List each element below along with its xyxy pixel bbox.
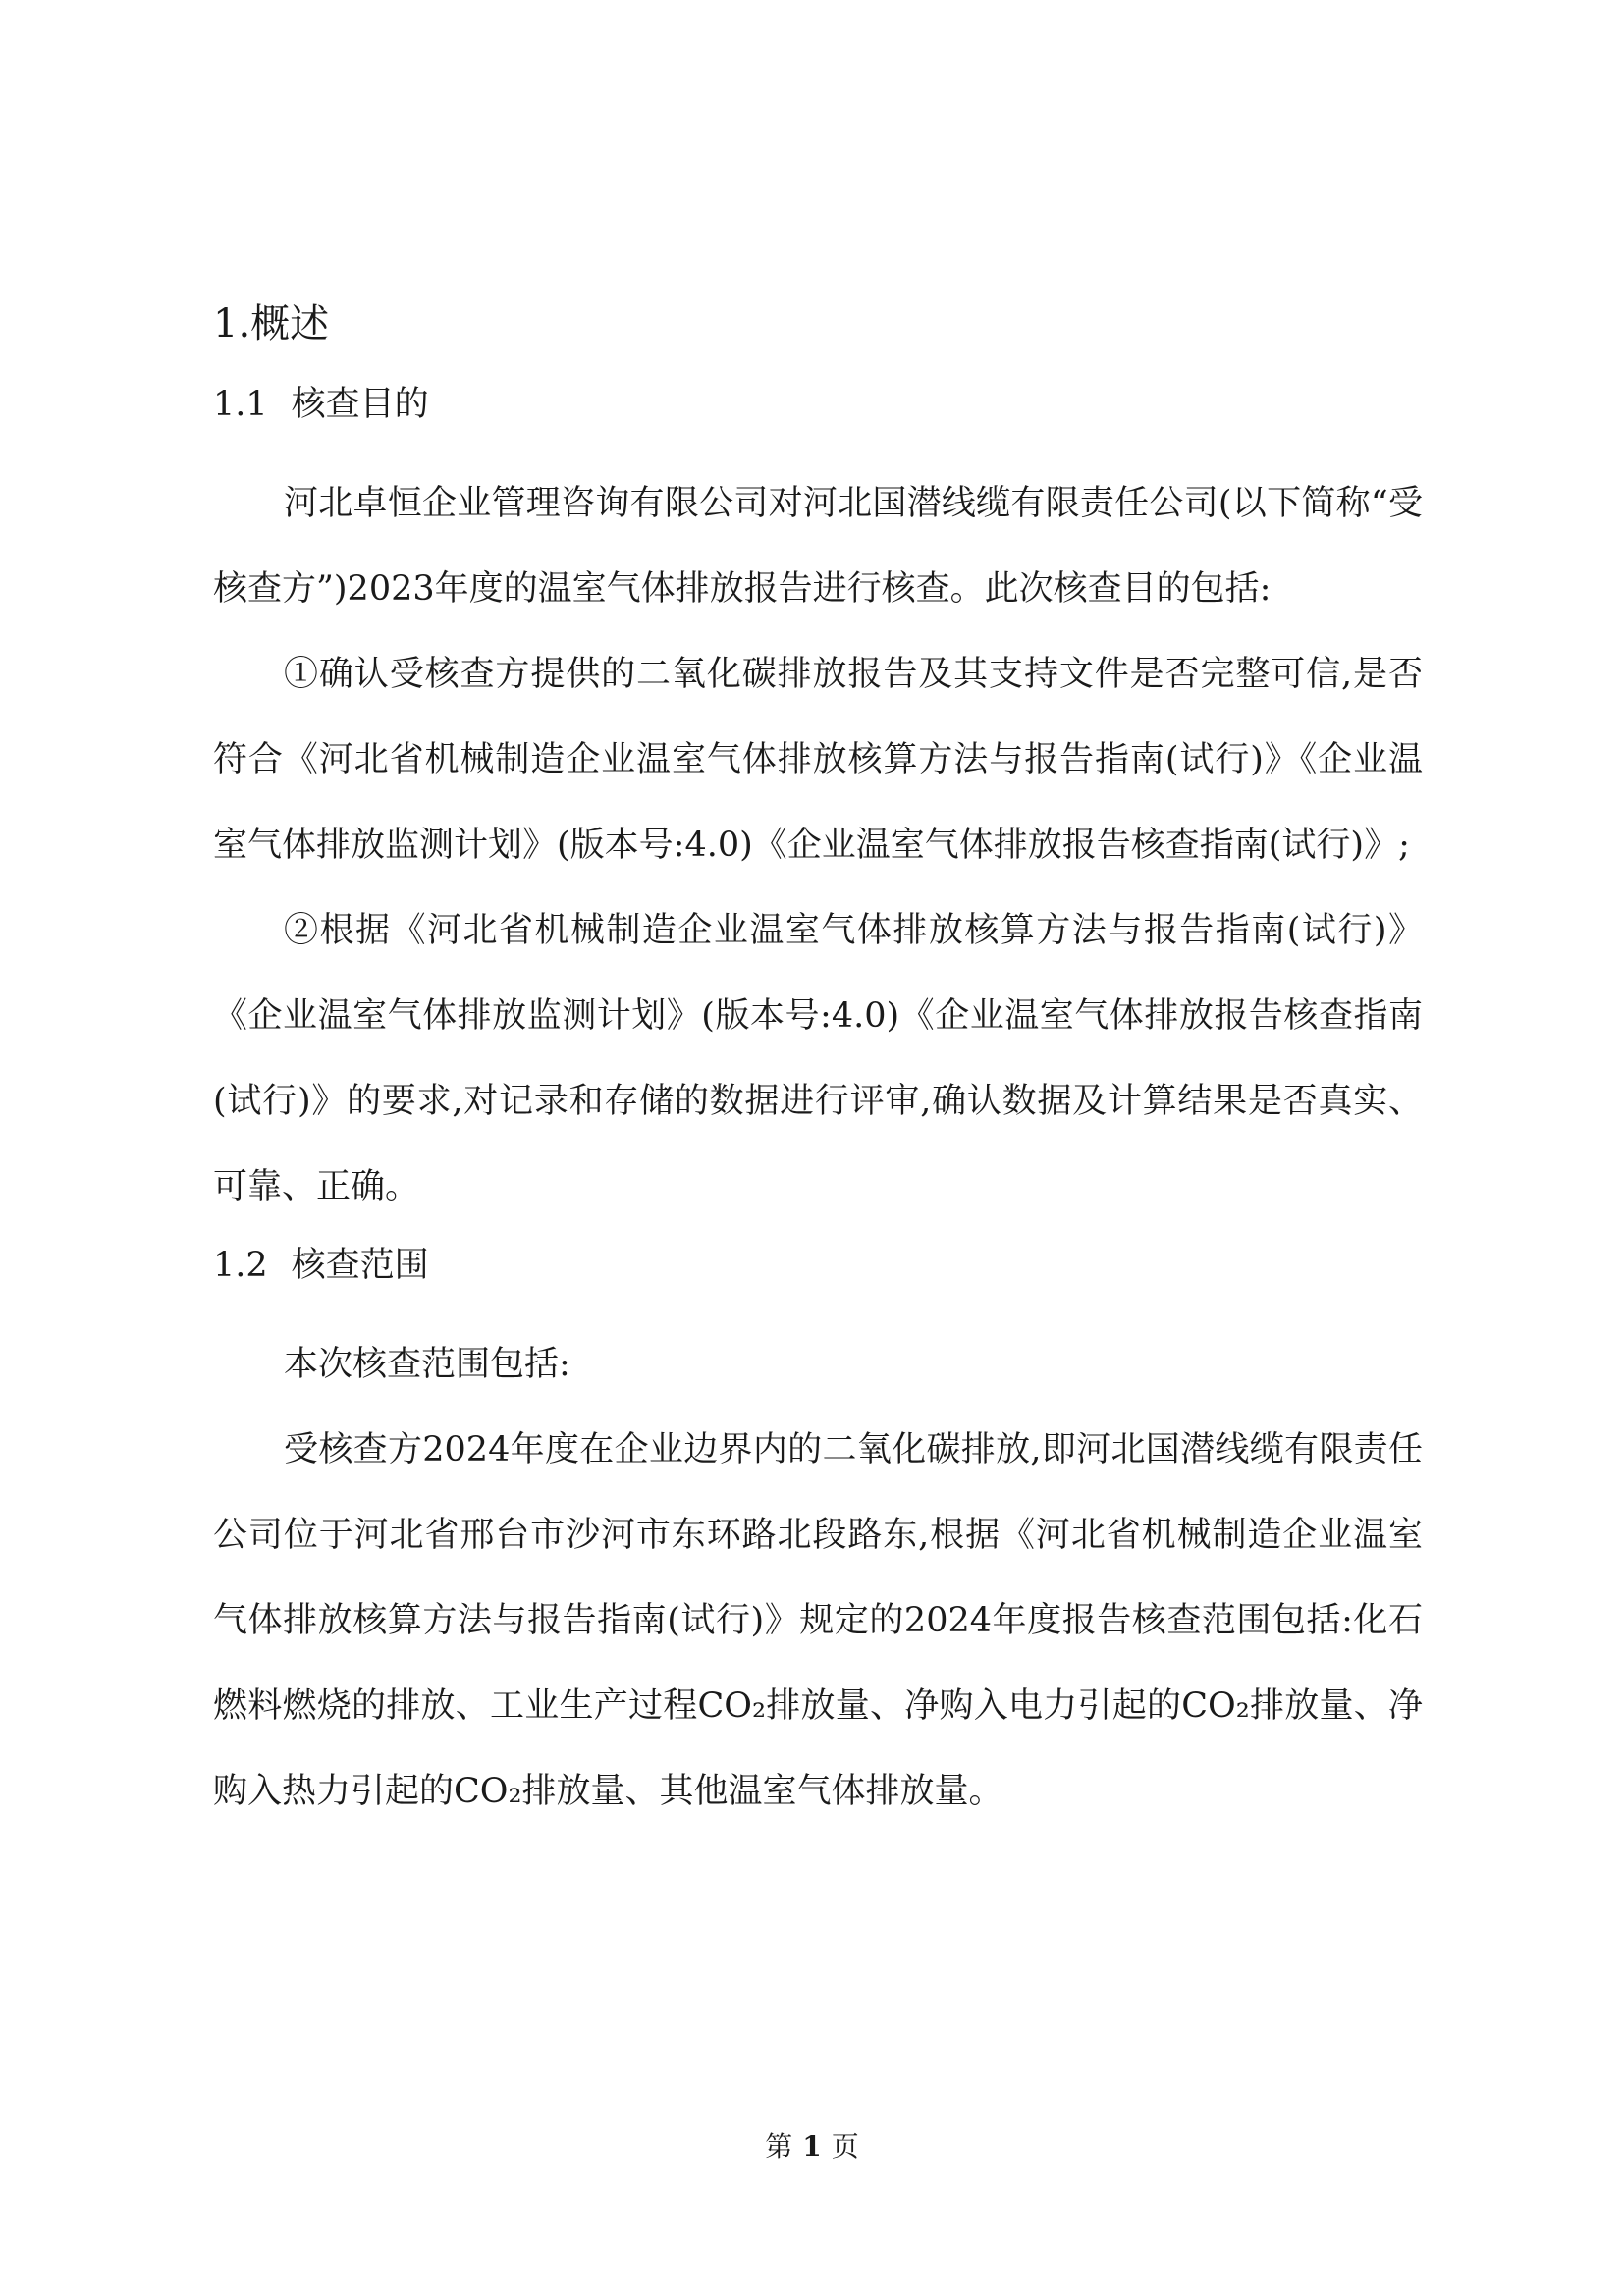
page-footer: [0, 2127, 1624, 2166]
paragraph-scope-detail: 受核查方2024年度在企业边界内的二氧化碳排放,即河北国潜线缆有限责任公司位于河北省邢台市沙河市东环路北段路东,根据《河北省机械制造企业温室气体排放核算方法与报告指南(试行)》规定的2024年度报告核查范围包括:化石燃料燃烧的排放、工业生产过程CO₂排放量、净购入电力引起的CO₂排放量、净购入热力引起的CO₂排放量、其他温室气体排放量。: [213, 1430, 1423, 1811]
paragraph-purpose-intro: 河北卓恒企业管理咨询有限公司对河北国潜线缆有限责任公司(以下简称“受核查方”)2023年度的温室气体排放报告进行核查。此次核查目的包括:: [213, 484, 1423, 609]
section-1-1-title: 核查目的: [291, 385, 429, 424]
section-1-2-number: 1.2: [213, 1246, 268, 1285]
page-content: [213, 294, 1423, 1835]
section-1-heading: 1.概述: [213, 301, 330, 347]
footer-prefix: 第: [765, 2130, 793, 2163]
section-1-2-title: 核查范围: [291, 1246, 429, 1285]
page-number: 1: [802, 2130, 822, 2163]
section-1-1-number: 1.1: [213, 385, 268, 424]
section-1-1-heading: [213, 375, 1423, 434]
footer-suffix: 页: [831, 2130, 859, 2163]
paragraph-purpose-item-2: ②根据《河北省机械制造企业温室气体排放核算方法与报告指南(试行)》《企业温室气体排放监测计划》(版本号:4.0)《企业温室气体排放报告核查指南(试行)》的要求,对记录和存储的数据进行评审,确认数据及计算结果是否真实、可靠、正确。: [213, 911, 1423, 1206]
paragraph-scope-intro: 本次核查范围包括:: [284, 1345, 570, 1384]
section-1-2-heading: [213, 1236, 1423, 1295]
paragraph-purpose-item-1: ①确认受核查方提供的二氧化碳排放报告及其支持文件是否完整可信,是否符合《河北省机械制造企业温室气体排放核算方法与报告指南(试行)》《企业温室气体排放监测计划》(版本号:4.0)《企业温室气体排放报告核查指南(试行)》;: [213, 655, 1423, 865]
